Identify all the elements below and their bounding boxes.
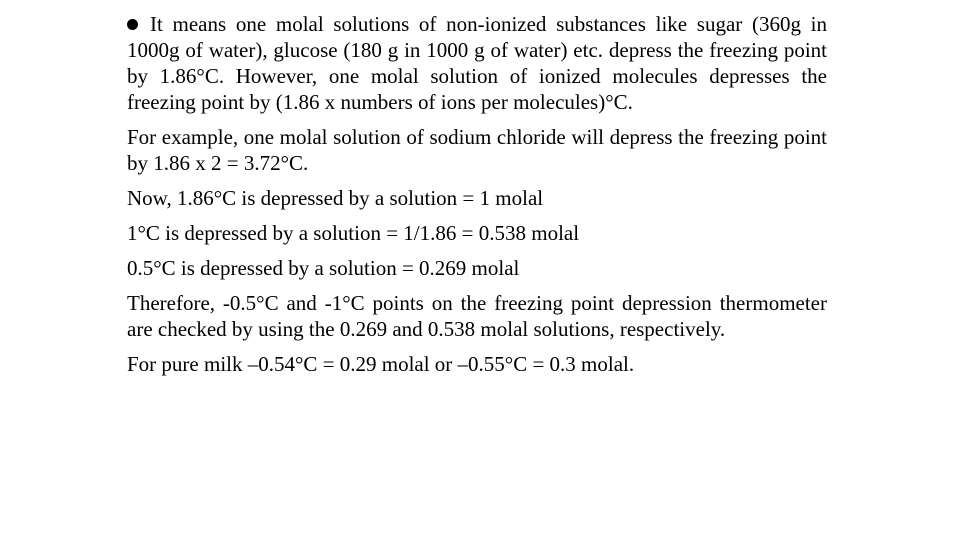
calculation-line-1: Now, 1.86°C is depressed by a solution = 1 molal — [127, 186, 544, 210]
calculation-line-2: 1°C is depressed by a solution = 1/1.86 = 0.538 molal — [127, 221, 580, 245]
example-paragraph: For example, one molal solution of sodium chloride will depress the freezing point by 1.86 x 2 = 3.72°C. — [127, 125, 827, 175]
paragraph-text: It means one molal solutions of non-ionized substances like sugar (360g in 1000g of water), glucose (180 g in 1000 g of water) etc. depress the freezing point by 1.86°C. However, one molal solution of ionized molecules depresses the freezing point by (1.86 x numbers of ions per molecules)°C. — [127, 12, 827, 114]
bullet-dot-icon — [127, 19, 138, 30]
calculation-line-3: 0.5°C is depressed by a solution = 0.269 molal — [127, 256, 520, 280]
milk-paragraph: For pure milk –0.54°C = 0.29 molal or –0.55°C = 0.3 molal. — [127, 352, 635, 376]
slide-text-body — [127, 11, 827, 386]
conclusion-paragraph: Therefore, -0.5°C and -1°C points on the freezing point depression thermometer are checked by using the 0.269 and 0.538 molal solutions, respectively. — [127, 291, 827, 341]
bullet-paragraph — [127, 11, 827, 115]
